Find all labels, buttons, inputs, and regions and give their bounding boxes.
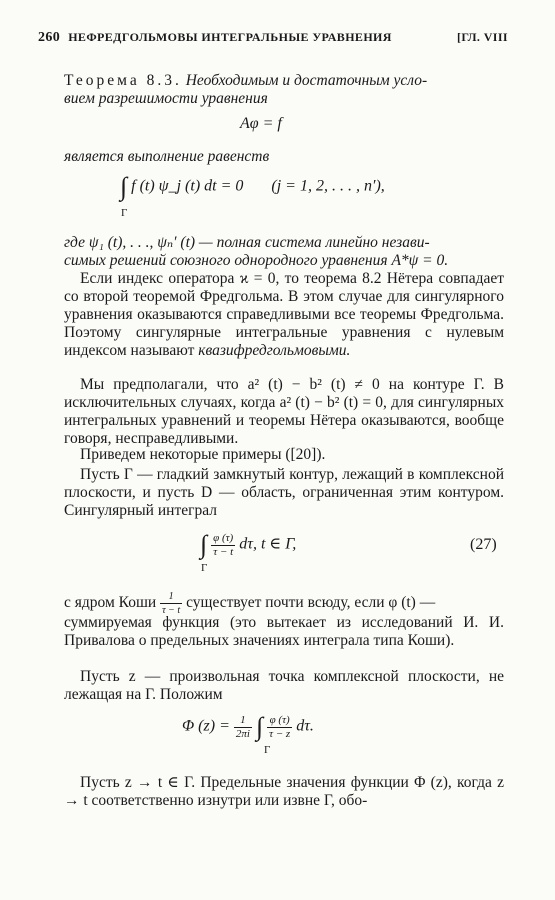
paragraph-index (64, 270, 504, 360)
paragraph-summable: суммируемая функция (это вытекает из исследований И. И. Привалова о предельных значениях интеграла типа Коши). (64, 614, 504, 649)
theorem-tail (64, 234, 504, 270)
phi-contour: Γ (264, 744, 271, 756)
cauchy-kernel-intro: с ядром Коши (64, 594, 157, 612)
paragraph-contour: Пусть Γ — гладкий замкнутый контур, лежащий в комплексной плоскости, и пусть D — область, ограниченная этим контуром. Сингулярный интеграл (64, 466, 504, 519)
phi-lhs: Φ (z) = (182, 717, 230, 735)
page-number: 260 (38, 30, 61, 45)
orthogonality-integrand: f (t) ψ_j (t) dt = 0 (131, 177, 244, 195)
equation-A: Aφ = f (240, 115, 282, 132)
phi-denominator: τ − z (269, 727, 291, 740)
orthogonality-range: (j = 1, 2, . . . , n′), (271, 177, 385, 195)
phi-tail: dτ. (296, 717, 314, 735)
running-header (38, 30, 508, 46)
chapter-ref: [ГЛ. VIII (456, 30, 508, 44)
equation-orthogonality: ∫ f (t) ψ_j (t) dt = 0 (j = 1, 2, . . . , n′), (120, 172, 385, 201)
paragraph-cauchy-kernel (64, 590, 504, 617)
phi-coef-num: 1 (234, 714, 252, 728)
paragraph-limit-values: Пусть z → t ∈ Γ. Предельные значения функции Φ (z), когда z → t соответственно изнутри или извне Γ, обо- (64, 774, 504, 809)
theorem-line3: является выполнение равенств (64, 148, 270, 165)
cauchy-kernel-fraction (160, 590, 182, 617)
eq27-numerator: φ (τ) (213, 531, 234, 544)
equation-27: ∫ $\frac{\varphi (\tau)}{\tau - t}$ dτ, t ∈ Γ, (200, 530, 297, 559)
theorem-line4: где ψ₁ (t), . . ., ψₙ′ (t) — полная система линейно незави- (64, 234, 430, 251)
cauchy-kernel-num: 1 (160, 590, 182, 604)
cauchy-kernel-cont: существует почти всюду, если φ (t) — (186, 594, 436, 612)
running-title: НЕФРЕДГОЛЬМОВЫ ИНТЕГРАЛЬНЫЕ УРАВНЕНИЯ (68, 30, 392, 44)
theorem-line2: вием разрешимости уравнения (64, 90, 268, 107)
equation-number-27: (27) (470, 536, 497, 553)
quasi-fredholm-term: квазифредгольмовыми. (198, 342, 351, 359)
eq27-tail: dτ, t ∈ Γ, (239, 535, 297, 553)
phi-coef-den: 2πi (235, 727, 250, 740)
cauchy-kernel-den: τ − t (162, 605, 181, 616)
theorem-label: Теорема 8.3. (64, 72, 182, 89)
eq27-contour: Γ (201, 562, 208, 574)
theorem-statement (64, 72, 504, 108)
theorem-line5: симых решений союзного однородного уравнения A*ψ = 0. (64, 252, 449, 269)
eq27-denominator: τ − t (213, 545, 234, 558)
equation-cauchy-integral: Φ (z) = $\frac{1}{2\pi i}$ ∫ $\frac{\varphi (\tau)}{\tau - z}$ dτ. (182, 712, 314, 741)
paragraph-point-z: Пусть z — произвольная точка комплексной плоскости, не лежащая на Γ. Положим (64, 668, 504, 703)
paragraph-index-text: Если индекс оператора ϰ = 0, то теорема 8.2 Нётера совпадает со второй теоремой Фредгольма. В этом случае для сингулярного уравнения оказываются справедливыми все теоремы Фредгольма. Поэтому сингулярные интегральные уравнения с нулевым индексом называют (64, 270, 504, 359)
orthogonality-contour: Γ (121, 207, 128, 219)
phi-numerator: φ (τ) (267, 714, 292, 728)
paragraph-exceptional: Мы предполагали, что a² (t) − b² (t) ≠ 0 на контуре Γ. В исключительных случаях, когда a² (t) − b² (t) = 0, для сингулярных интегральных уравнений и теоремы Нётера оказываются, вообще говоря, несправедливыми. (64, 376, 504, 447)
paragraph-examples: Приведем некоторые примеры ([20]). (80, 446, 326, 463)
theorem-line1: Необходимым и достаточным усло- (185, 72, 428, 89)
